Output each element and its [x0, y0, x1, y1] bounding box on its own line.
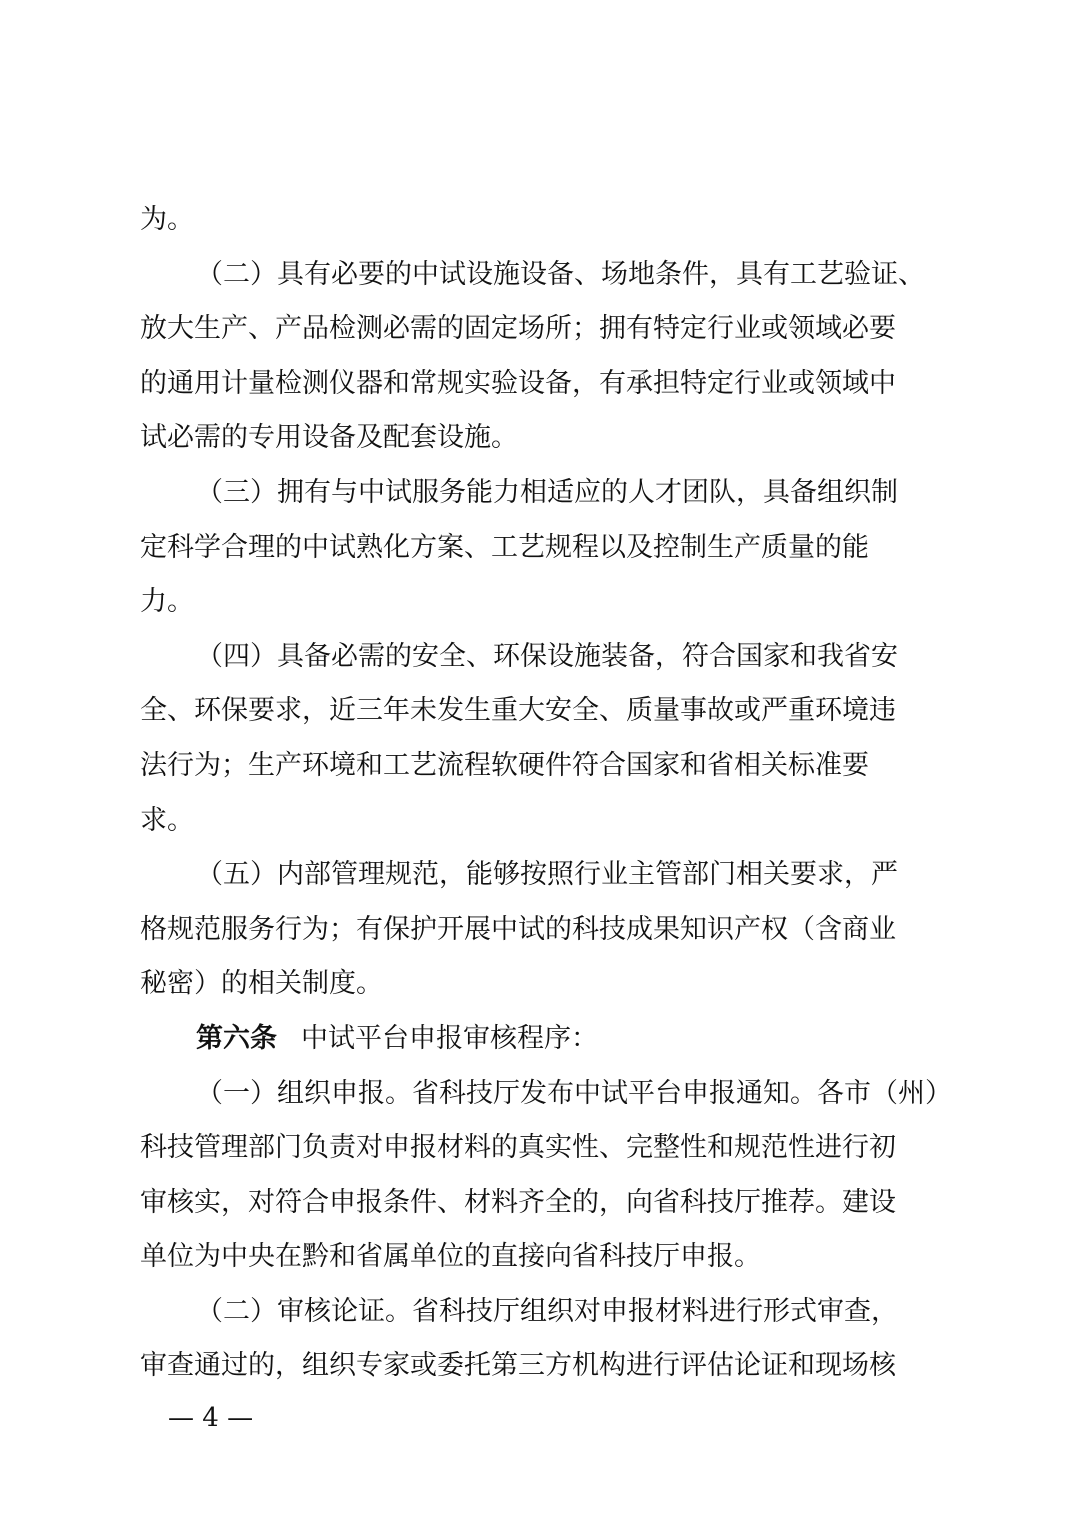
text-line: （四）具备必需的安全、环保设施装备，符合国家和我省安: [196, 640, 898, 672]
text-line: 单位为中央在黔和省属单位的直接向省科技厅申报。: [140, 1241, 761, 1273]
text-line: 法行为；生产环境和工艺流程软硬件符合国家和省相关标准要: [140, 749, 869, 781]
text-line: 试必需的专用设备及配套设施。: [140, 422, 518, 454]
body-text: [140, 193, 952, 1394]
text-line: （五）内部管理规范，能够按照行业主管部门相关要求，严: [196, 859, 898, 891]
text-line: 放大生产、产品检测必需的固定场所；拥有特定行业或领域必要: [140, 313, 896, 345]
article-six-heading: [140, 1012, 934, 1067]
text-line: 秘密）的相关制度。: [140, 968, 383, 1000]
text-line: （一）组织申报。省科技厅发布中试平台申报通知。各市（州）: [196, 1077, 952, 1109]
article-six-text: 中试平台申报审核程序：: [301, 1022, 598, 1054]
text-line: 定科学合理的中试熟化方案、工艺规程以及控制生产质量的能: [140, 531, 869, 563]
text-line: （三）拥有与中试服务能力相适应的人才团队，具备组织制: [196, 476, 898, 508]
text-line: 审核实，对符合申报条件、材料齐全的，向省科技厅推荐。建设: [140, 1186, 896, 1218]
text-line: 格规范服务行为；有保护开展中试的科技成果知识产权（含商业: [140, 913, 896, 945]
text-line: 求。: [140, 804, 194, 836]
text-line: 科技管理部门负责对申报材料的真实性、完整性和规范性进行初: [140, 1132, 896, 1164]
article-six-label: 第六条: [196, 1022, 277, 1054]
text-line: 为。: [140, 204, 194, 235]
page-number: — 4 —: [168, 1403, 254, 1433]
text-line: 力。: [140, 586, 194, 618]
text-line: 的通用计量检测仪器和常规实验设备，有承担特定行业或领域中: [140, 367, 896, 399]
text-line: （二）审核论证。省科技厅组织对申报材料进行形式审查，: [196, 1295, 898, 1327]
text-line: （二）具有必要的中试设施设备、场地条件，具有工艺验证、: [196, 258, 925, 290]
text-line: 全、环保要求，近三年未发生重大安全、质量事故或严重环境违: [140, 695, 896, 727]
text-line: 审查通过的，组织专家或委托第三方机构进行评估论证和现场核: [140, 1350, 896, 1382]
